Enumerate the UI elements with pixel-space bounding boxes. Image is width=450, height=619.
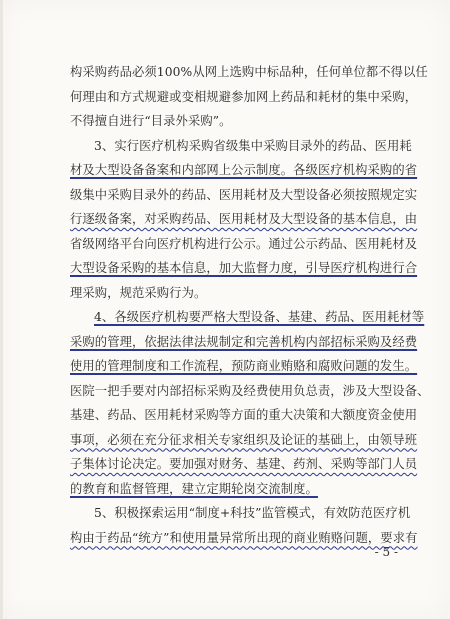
document-body [70, 60, 430, 550]
text-line: 何理由和方式规避或变相规避参加网上药品和耗材的集中采购， [70, 89, 418, 104]
text-line: 省级网络平台向医疗机构进行公示。通过公示药品、医用耗材及 [70, 236, 418, 251]
text-line: 5、积极探索运用“制度+科技”监管模式，有效防范医疗机 [94, 506, 411, 520]
text-line: 基建、药品、医用耗材采购等方面的重大决策和大额度资金使用 [70, 408, 418, 422]
text-line: 子集体讨论决定。要加强对财务、基建、药剂、采购等部门人员 [70, 457, 418, 471]
text-line: 医院一把手要对内部招标采购及经费使用负总责，涉及大型设备、 [70, 383, 430, 398]
text-line: 级集中采购目录外的药品、医用耗材及大型设备必须按照规定实 [70, 187, 418, 202]
text-line: 理采购，规范采购行为。 [70, 285, 207, 300]
text-line: 材及大型设备备案和内部网上公示制度。各级医疗机构采购的省 [70, 163, 418, 177]
text-line: 大型设备采购的基本信息，加大监督力度，引导医疗机构进行合 [70, 261, 418, 275]
text-line: 构由于药品“统方”和使用量异常所出现的商业贿赂问题，要求有 [70, 530, 418, 545]
text-line: 行逐级备案，对采购药品、医用耗材及大型设备的基本信息，由 [70, 212, 418, 226]
page-edge [0, 0, 3, 619]
text-line: 的教育和监督管理，建立定期轮岗交流制度。 [70, 481, 318, 496]
text-line: 不得擅自进行“目录外采购”。 [70, 114, 232, 128]
page-number: - 5 - [374, 545, 398, 559]
text-line: 使用的管理制度和工作流程，预防商业贿赂和腐败问题的发生。 [70, 359, 418, 373]
text-line: 事项，必须在充分征求相关专家组织及论证的基础上，由领导班 [70, 432, 418, 447]
text-line: 3、实行医疗机构采购省级集中采购目录外的药品、医用耗 [94, 138, 412, 153]
text-line: 构采购药品必须100%从网上选购中标品种，任何单位都不得以任 [70, 65, 428, 79]
text-line: 采购的管理，依据法律法规制定和完善机构内部招标采购及经费 [70, 334, 418, 349]
text-line: 4、各级医疗机构要严格大型设备、基建、药品、医用耗材等 [94, 310, 425, 324]
